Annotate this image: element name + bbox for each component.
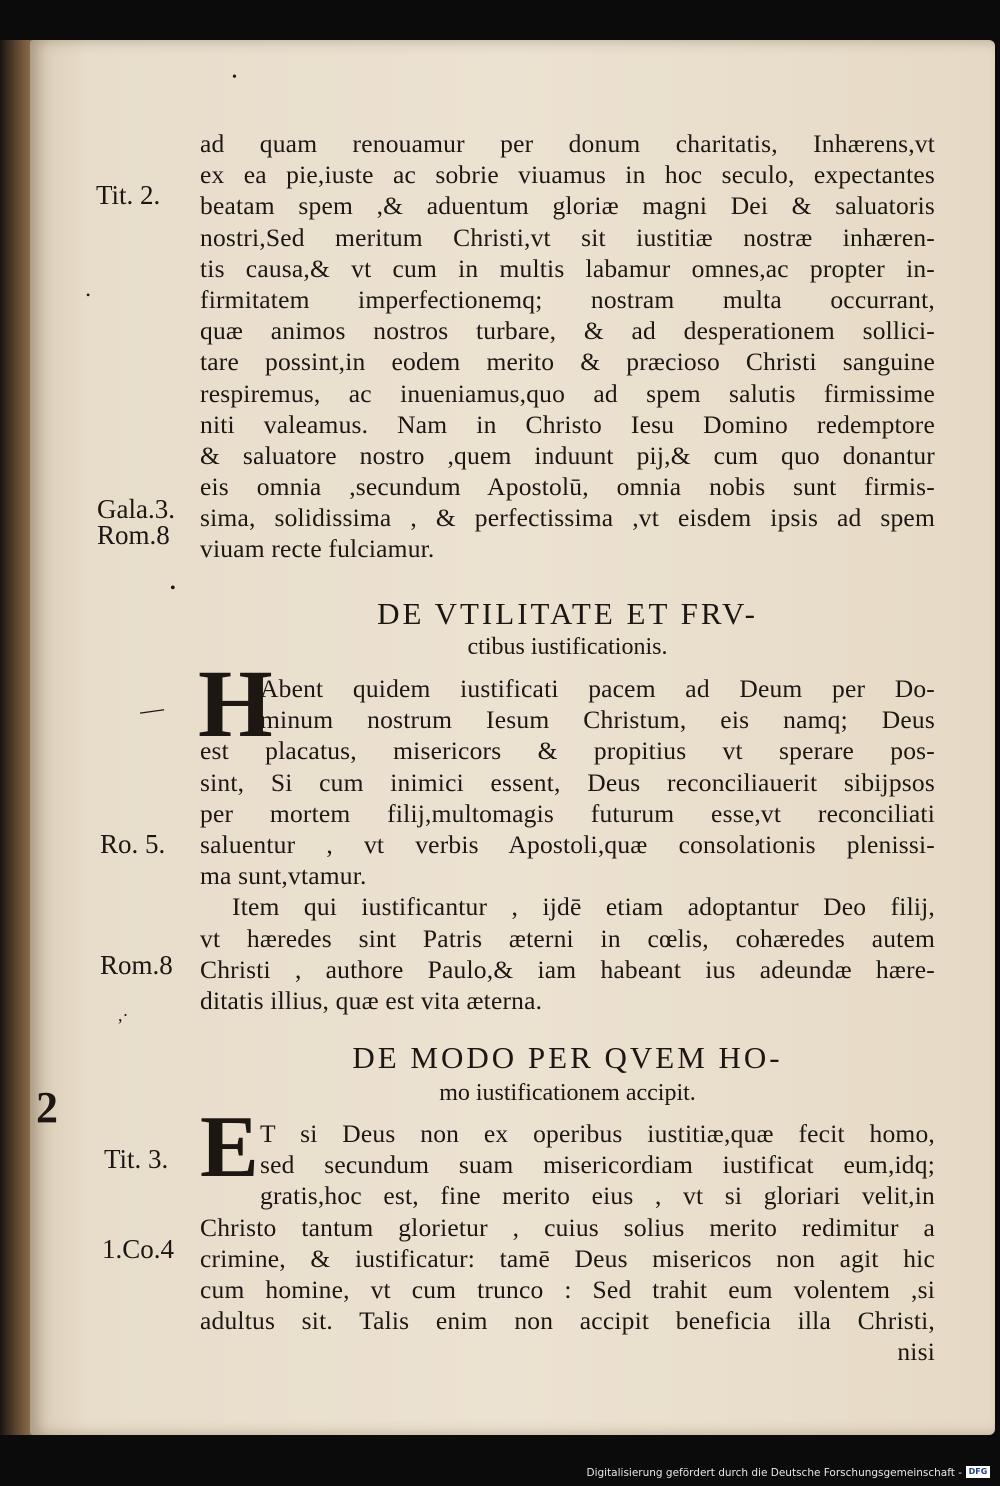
ink-stroke: — [138, 695, 166, 725]
text-line: firmitatem imperfectionemq; nostram multa occurrant, [200, 284, 935, 314]
section-heading: DE VTILITATE ET FRV- [377, 596, 758, 631]
margin-note-rom8: Rom.8 [100, 950, 173, 980]
text-line: est placatus, misericors & propitius vt sperare pos- [200, 736, 935, 766]
text-line: beatam spem ,& aduentum gloriæ magni Dei & saluatoris [200, 191, 935, 221]
margin-note-ro5: Ro. 5. [100, 829, 166, 859]
margin-note-rom8: Rom.8 [97, 520, 170, 550]
text-line: tare possint,in eodem merito & præcioso Christi sanguine [200, 347, 935, 377]
text-line: sint, Si cum inimici essent, Deus reconciliauerit sibijpsos [200, 767, 935, 797]
drop-cap: H [198, 650, 273, 757]
text-line: tis causa,& vt cum in multis labamur omnes,ac propter in- [200, 253, 935, 283]
margin-note-tit2: Tit. 2. [96, 180, 161, 210]
paragraph-utilitas [200, 673, 935, 1016]
text-line: per mortem filij,multomagis futurum esse,vt reconciliati [200, 798, 935, 828]
text-line: Abent quidem iustificati pacem ad Deum per Do- [260, 674, 935, 703]
dfg-logo: DFG [966, 1466, 990, 1478]
text-line: ditatis illius, quæ est vita æterna. [200, 985, 543, 1015]
text-line: & saluatore nostro ,quem induunt pij,& cum quo donantur [200, 440, 935, 470]
text-line: eis omnia ,secundum Apostolū, omnia nobis sunt firmis- [200, 472, 935, 502]
text-line: niti valeamus. Nam in Christo Iesu Domino redemptore [200, 409, 935, 439]
paragraph-modus [200, 1118, 935, 1368]
text-line: cum homine, vt cum trunco : Sed trahit eum volentem ,si [200, 1274, 935, 1304]
section-subheading: ctibus iustificationis. [467, 634, 668, 660]
text-line: sed secundum suam misericordiam iustificat eum,idq; [260, 1150, 935, 1180]
section-subheading: mo iustificationem accipit. [439, 1080, 696, 1106]
text-line: nostri,Sed meritum Christi,vt sit iustitiæ nostræ inhæren- [200, 222, 935, 252]
ink-dot: • [170, 580, 176, 597]
catchword: nisi [897, 1337, 935, 1367]
text-line: crimine, & iustificatur: tamē Deus misericos non agit hic [200, 1243, 935, 1273]
ink-stroke: ,· [118, 1005, 129, 1025]
ink-dot: • [232, 70, 237, 85]
text-line: ad quam renouamur per donum charitatis, Inhærens,vt [200, 129, 935, 158]
text-line: Item qui iustificantur , ijdē etiam adoptantur Deo filij, [232, 892, 935, 922]
text-line: sima, solidissima , & perfectissima ,vt eisdem ipsis ad spem [200, 503, 935, 533]
digitization-credit: Digitalisierung gefördert durch die Deutsche Forschungsgemeinschaft - [586, 1467, 962, 1479]
margin-note-gala3: Gala.3. [97, 494, 175, 524]
text-line: saluentur , vt verbis Apostoli,quæ consolationis plenissi- [200, 829, 935, 859]
drop-cap: E [200, 1099, 259, 1196]
text-line: ex ea pie,iuste ac sobrie viuamus in hoc seculo, expectantes [200, 160, 935, 190]
text-line: ma sunt,vtamur. [200, 861, 367, 891]
text-line: Christo tantum glorietur , cuius solius merito redimitur a [200, 1212, 935, 1242]
text-line: gratis,hoc est, fine merito eius , vt si gloriari velit,in [260, 1181, 935, 1211]
text-line: respiremus, ac inueniamus,quo ad spem salutis firmissime [200, 378, 935, 408]
section-heading: DE MODO PER QVEM HO- [352, 1040, 783, 1075]
text-line: viuam recte fulciamur. [200, 534, 435, 564]
text-line: vt hæredes sint Patris æterni in cœlis, cohæredes autem [200, 923, 935, 953]
ink-dot: • [86, 288, 91, 302]
paragraph-continuation [200, 128, 935, 565]
margin-note-tit3: Tit. 3. [104, 1144, 169, 1174]
margin-note-cor4: 1.Co.4 [102, 1234, 175, 1264]
text-line: minum nostrum Iesum Christum, eis namq; Deus [260, 705, 935, 735]
text-line: adultus sit. Talis enim non accipit beneficia illa Christi, [200, 1306, 935, 1336]
text-line: T si Deus non ex operibus iustitiæ,quæ fecit homo, [260, 1119, 935, 1148]
handwritten-mark: 2 [36, 1083, 58, 1132]
text-line: Christi , authore Paulo,& iam habeant ius adeundæ hære- [200, 954, 935, 984]
text-line: quæ animos nostros turbare, & ad desperationem sollici- [200, 316, 935, 346]
